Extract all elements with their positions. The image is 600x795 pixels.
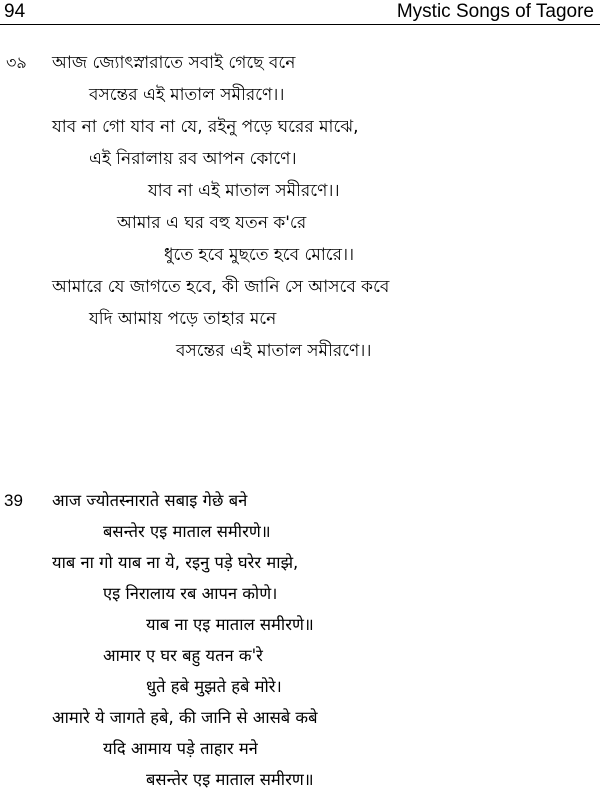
verse-line: धुते हबे मुझते हबे मोरे।	[146, 677, 282, 696]
verse-line: আজ জ্যোৎস্নারাতে সবাই গেছে বনে	[52, 53, 296, 73]
verse-line: যাব না গো যাব না যে, রইনু পড়ে ঘরের মাঝে,	[52, 117, 359, 137]
verse-line: याब ना एइ माताल समीरणे॥	[146, 615, 314, 634]
verse-line: आमारे ये जागते हबे, की जानि से आसबे कबे	[52, 708, 318, 727]
verse-line: আমারে যে জাগতে হবে, কী জানি সে আসবে কবে	[52, 277, 390, 297]
verse-line: বসন্তের এই মাতাল সমীরণে।।	[176, 341, 372, 361]
page-number: 94	[4, 1, 26, 22]
verse-line: যদি আমায় পড়ে তাহার মনে	[89, 309, 277, 329]
verse-line: बसन्तेर एइ माताल समीरणे॥	[103, 522, 271, 541]
verse-line: ধুতে হবে মুছতে হবে মোরে।।	[164, 245, 355, 265]
verse-line: बसन्तेर एइ माताल समीरण॥	[146, 770, 314, 789]
verse-line: यदि आमाय पड़े ताहार मने	[103, 739, 258, 758]
song-number: 39	[4, 491, 23, 510]
page-header	[0, 0, 600, 25]
verse-line: আমার এ ঘর বহু যতন ক'রে	[117, 213, 307, 233]
verse-line: आज ज्योतस्नाराते सबाइ गेछे बने	[52, 491, 248, 510]
book-title: Mystic Songs of Tagore	[396, 1, 594, 22]
verse-line: एइ निरालाय रब आपन कोणे।	[103, 584, 278, 603]
verse-line: এই নিরালায় রব আপন কোণে।	[89, 149, 297, 169]
verse-line: याब ना गो याब ना ये, रइनु पड़े घरेर माझे,	[52, 553, 299, 572]
song-number: ৩৯	[6, 53, 27, 72]
verse-line: বসন্তের এই মাতাল সমীরণে।।	[89, 85, 285, 105]
verse-line: आमार ए घर बहु यतन क'रे	[103, 646, 263, 665]
verse-line: যাব না এই মাতাল সমীরণে।।	[148, 181, 340, 201]
